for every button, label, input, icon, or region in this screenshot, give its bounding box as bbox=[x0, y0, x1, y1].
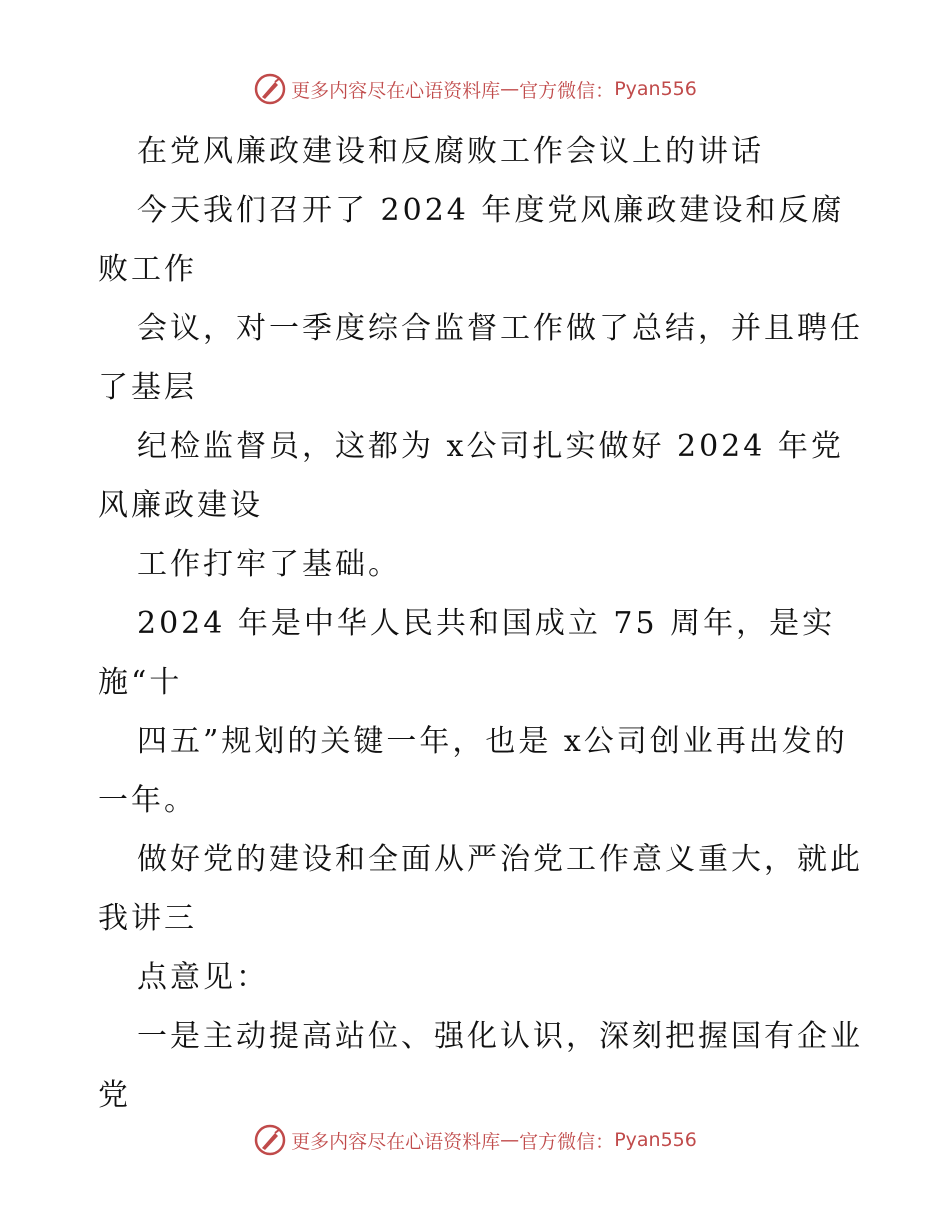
paragraph: 点意见： bbox=[137, 960, 269, 995]
paragraph: 2024 年是中华人民共和国成立 75 周年，是实施“十 bbox=[98, 606, 836, 700]
watermark-separator: — bbox=[500, 1129, 520, 1151]
watermark-text: 更多内容尽在心语资料库 bbox=[291, 79, 501, 102]
paragraph: 今天我们召开了 2024 年度党风廉政建设和反腐败工作 bbox=[98, 193, 845, 287]
watermark-separator: — bbox=[500, 78, 520, 100]
watermark-text: 更多内容尽在心语资料库 bbox=[291, 1130, 501, 1153]
paragraph: 纪检监督员，这都为 x公司扎实做好 2024 年党风廉政建设 bbox=[98, 429, 844, 523]
document-body bbox=[98, 122, 868, 1125]
paragraph: 做好党的建设和全面从严治党工作意义重大，就此我讲三 bbox=[98, 842, 863, 936]
header-watermark bbox=[0, 72, 950, 106]
document-title: 在党风廉政建设和反腐败工作会议上的讲话 bbox=[137, 134, 764, 169]
watermark-wechat-label: 官方微信： bbox=[519, 1130, 615, 1153]
paragraph: 四五”规划的关键一年，也是 x公司创业再出发的一年。 bbox=[98, 724, 848, 818]
paragraph: 工作打牢了基础。 bbox=[137, 547, 401, 582]
watermark-wechat-label: 官方微信： bbox=[519, 79, 615, 102]
watermark-wechat-id: Pyan556 bbox=[614, 1129, 697, 1151]
paragraph: 会议，对一季度综合监督工作做了总结，并且聘任了基层 bbox=[98, 311, 863, 405]
quill-logo-icon bbox=[253, 72, 287, 106]
quill-logo-icon bbox=[253, 1123, 287, 1157]
footer-watermark bbox=[0, 1123, 950, 1157]
paragraph: 一是主动提高站位、强化认识，深刻把握国有企业党 bbox=[98, 1019, 863, 1113]
watermark-wechat-id: Pyan556 bbox=[614, 78, 697, 100]
